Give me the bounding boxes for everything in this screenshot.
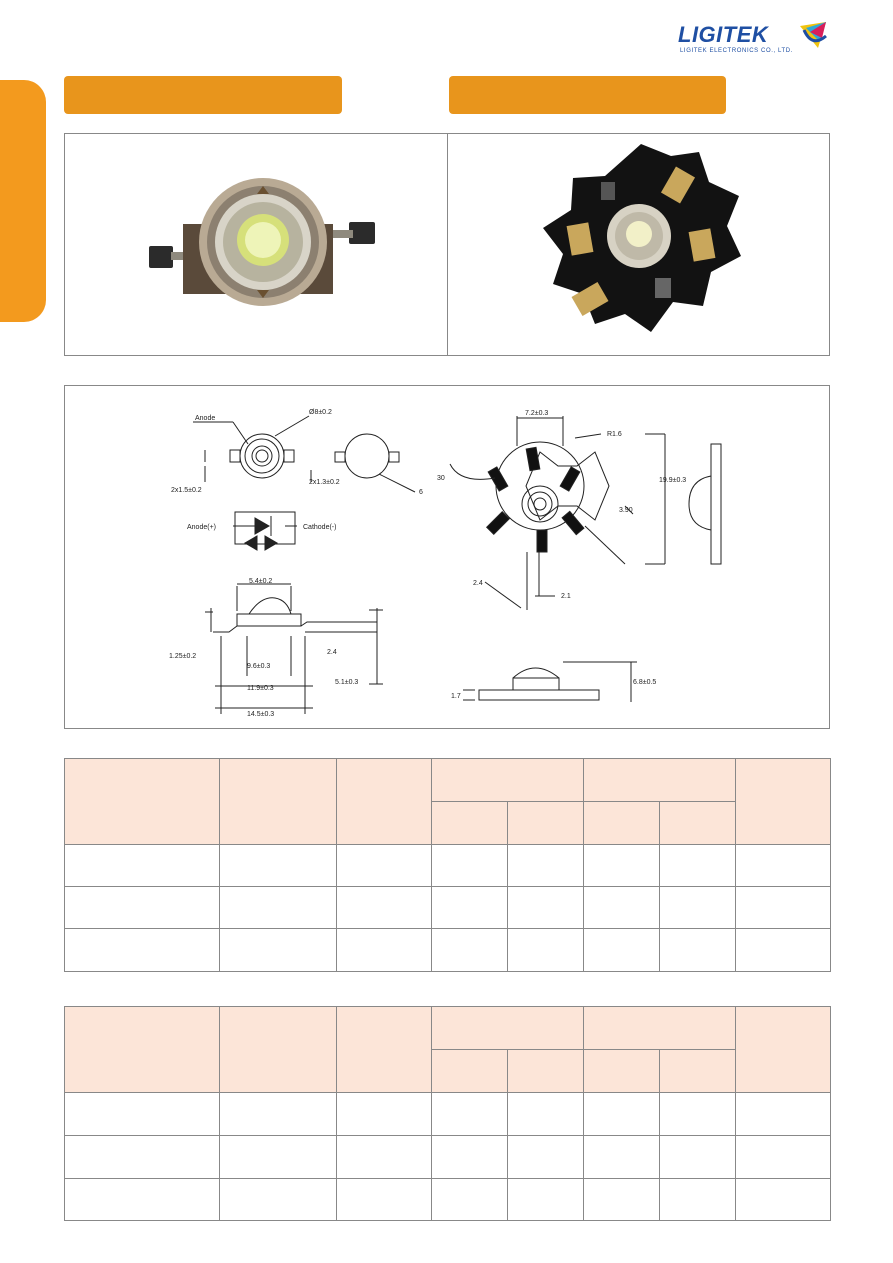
- dim-diameter: Ø8±0.2: [309, 409, 332, 416]
- dim-radius: R1.6: [607, 431, 622, 438]
- section-banner-right: [449, 76, 726, 114]
- dim-pad-a: 2.4: [473, 580, 483, 587]
- dim-pcb-thickness: 1.7: [451, 693, 461, 700]
- logo-mark-icon: [796, 18, 832, 54]
- subheader-cell: [660, 1050, 736, 1093]
- label-anode: Anode: [195, 415, 216, 422]
- dim-lens-width: 5.4±0.2: [249, 578, 273, 585]
- spec-table-1: [64, 758, 831, 972]
- dim-assembly-height: 6.8±0.5: [633, 679, 657, 686]
- dim-body-height: 2.4: [327, 649, 337, 656]
- star-pcb-photo: [531, 138, 751, 350]
- subheader-cell: [508, 802, 584, 845]
- header-cell: [65, 1007, 220, 1093]
- dim-callout-6: 6: [419, 489, 423, 496]
- header-cell: [220, 1007, 337, 1093]
- label-anode-plus: Anode(+): [187, 524, 216, 531]
- header-cell: [337, 1007, 432, 1093]
- spec-table-2: [64, 1006, 831, 1221]
- table-row: [65, 1179, 831, 1221]
- led-emitter-photo: [143, 174, 383, 314]
- dim-lead-left: 2x1.5±0.2: [171, 487, 202, 494]
- logo-subtitle: LIGITEK ELECTRONICS CO., LTD.: [680, 48, 793, 54]
- table-row: [65, 1136, 831, 1179]
- dim-pad-b: 2.1: [561, 593, 571, 600]
- subheader-cell: [584, 802, 660, 845]
- header-cell: [337, 759, 432, 845]
- subheader-cell: [508, 1050, 584, 1093]
- dim-pad-span: 9.6±0.3: [247, 663, 271, 670]
- header-group-cell: [584, 1007, 736, 1050]
- dim-slot: 3.90: [619, 507, 633, 514]
- ligitek-logo: [678, 18, 833, 58]
- dim-top-width: 7.2±0.3: [525, 410, 549, 417]
- header-cell: [220, 759, 337, 845]
- dim-lead-thickness: 1.25±0.2: [169, 653, 197, 660]
- header-group-cell: [584, 759, 736, 802]
- dim-height: 19.9±0.3: [659, 477, 687, 484]
- dim-total-height: 5.1±0.3: [335, 679, 359, 686]
- product-photo-panel: [64, 133, 830, 356]
- dim-angle: 30: [437, 475, 445, 482]
- subheader-cell: [584, 1050, 660, 1093]
- header-cell: [736, 1007, 831, 1093]
- dimension-drawing: [65, 386, 829, 728]
- header-group-cell: [432, 1007, 584, 1050]
- side-tab: [0, 80, 46, 322]
- subheader-cell: [432, 802, 508, 845]
- logo-wordmark: LIGITEK: [678, 22, 769, 47]
- label-cathode-minus: Cathode(-): [303, 524, 337, 531]
- header-group-cell: [432, 759, 584, 802]
- table-row: [65, 845, 831, 887]
- dimension-drawing-panel: [64, 385, 830, 729]
- header-cell: [736, 759, 831, 845]
- subheader-cell: [432, 1050, 508, 1093]
- dim-lead-span: 11.9±0.3: [247, 685, 274, 692]
- section-banner-left: [64, 76, 342, 114]
- table-row: [65, 1093, 831, 1136]
- dim-lead-right: 2x1.3±0.2: [309, 479, 340, 486]
- table-row: [65, 929, 831, 972]
- dim-total-length: 14.5±0.3: [247, 711, 275, 718]
- subheader-cell: [660, 802, 736, 845]
- table-row: [65, 887, 831, 929]
- header-cell: [65, 759, 220, 845]
